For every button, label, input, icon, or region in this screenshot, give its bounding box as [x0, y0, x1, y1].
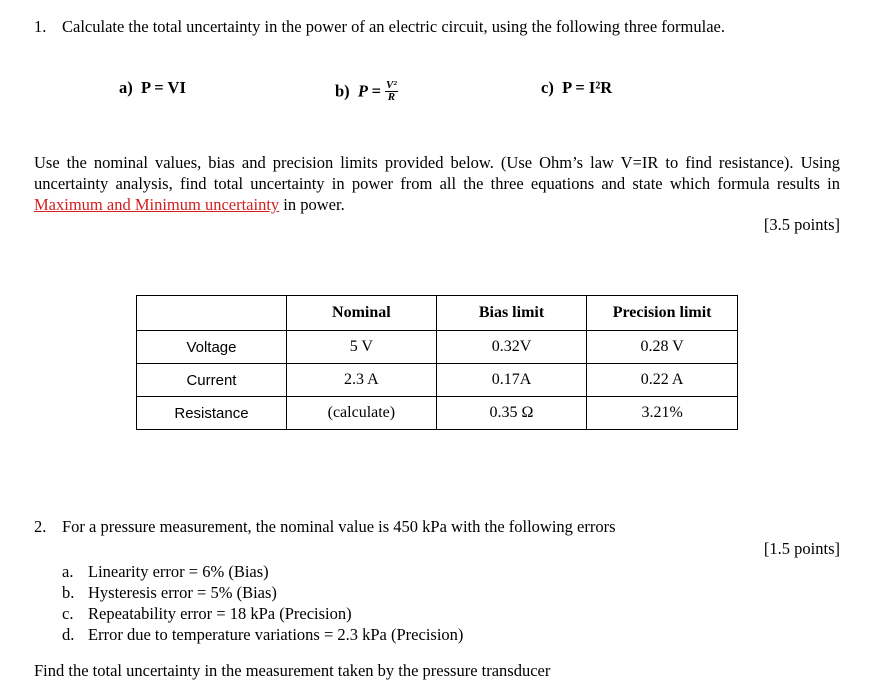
q1-instructions-part2: in power.: [279, 195, 345, 214]
table-row: [137, 364, 738, 397]
q2-error-list: [62, 561, 463, 645]
cell-nominal: (calculate): [286, 397, 436, 430]
table-header-row: [137, 296, 738, 331]
list-item-label: a.: [62, 562, 74, 581]
table-header-bias: Bias limit: [436, 296, 586, 331]
q1-instructions: [34, 152, 840, 215]
formula-c: [541, 78, 612, 98]
cell-precision: 3.21%: [587, 397, 738, 430]
q1-points: [3.5 points]: [763, 215, 840, 234]
list-item: [62, 582, 463, 603]
formula-b-label: b): [335, 81, 350, 101]
q1-number: 1.: [34, 17, 47, 36]
q2-prompt: For a pressure measurement, the nominal value is 450 kPa with the following errors: [62, 517, 616, 536]
table-row: [137, 331, 738, 364]
cell-precision: 0.22 A: [587, 364, 738, 397]
q2-points: [1.5 points]: [763, 539, 840, 558]
list-item: [62, 624, 463, 645]
q1-prompt: Calculate the total uncertainty in the power of an electric circuit, using the following three formulae.: [62, 17, 725, 36]
formula-a-expression: P = VI: [141, 78, 186, 97]
formula-a: [119, 78, 186, 98]
q2-number: 2.: [34, 517, 47, 536]
list-item-text: Linearity error = 6% (Bias): [88, 562, 269, 581]
values-table: [136, 295, 738, 430]
formula-b-fraction: [385, 80, 398, 103]
cell-precision: 0.28 V: [587, 331, 738, 364]
table-header-nominal: Nominal: [286, 296, 436, 331]
cell-nominal: 5 V: [286, 331, 436, 364]
formula-b-lhs: P =: [357, 81, 381, 101]
table-row: [137, 397, 738, 430]
cell-bias: 0.35 Ω: [436, 397, 586, 430]
list-item-label: c.: [62, 604, 74, 623]
formula-b-numerator: V²: [386, 79, 397, 91]
cell-nominal: 2.3 A: [286, 364, 436, 397]
row-label: Current: [137, 364, 287, 397]
q2-closing: Find the total uncertainty in the measurement taken by the pressure transducer: [34, 661, 551, 680]
formula-c-label: c): [541, 78, 554, 97]
list-item-text: Error due to temperature variations = 2.3 kPa (Precision): [88, 625, 464, 644]
list-item-label: d.: [62, 625, 75, 644]
cell-bias: 0.32V: [436, 331, 586, 364]
table-header-empty: [137, 296, 287, 331]
formula-c-expression: P = I²R: [562, 78, 613, 97]
max-min-uncertainty-link[interactable]: Maximum and Minimum uncertainty: [34, 195, 280, 214]
list-item: [62, 561, 463, 582]
list-item-text: Repeatability error = 18 kPa (Precision): [88, 604, 352, 623]
list-item-text: Hysteresis error = 5% (Bias): [88, 583, 277, 602]
formula-a-label: a): [119, 78, 133, 97]
formula-b-denominator: R: [387, 91, 396, 103]
formula-b: [335, 80, 398, 103]
row-label: Resistance: [137, 397, 287, 430]
table-header-precision: Precision limit: [587, 296, 738, 331]
row-label: Voltage: [137, 331, 287, 364]
list-item-label: b.: [62, 583, 75, 602]
list-item: [62, 603, 463, 624]
q1-instructions-part1: Use the nominal values, bias and precision limits provided below. (Use Ohm’s law V=IR to find resistance). Using uncertainty analysis, find total uncertainty in power from all the three equations and state which formula results in: [34, 153, 840, 193]
cell-bias: 0.17A: [436, 364, 586, 397]
